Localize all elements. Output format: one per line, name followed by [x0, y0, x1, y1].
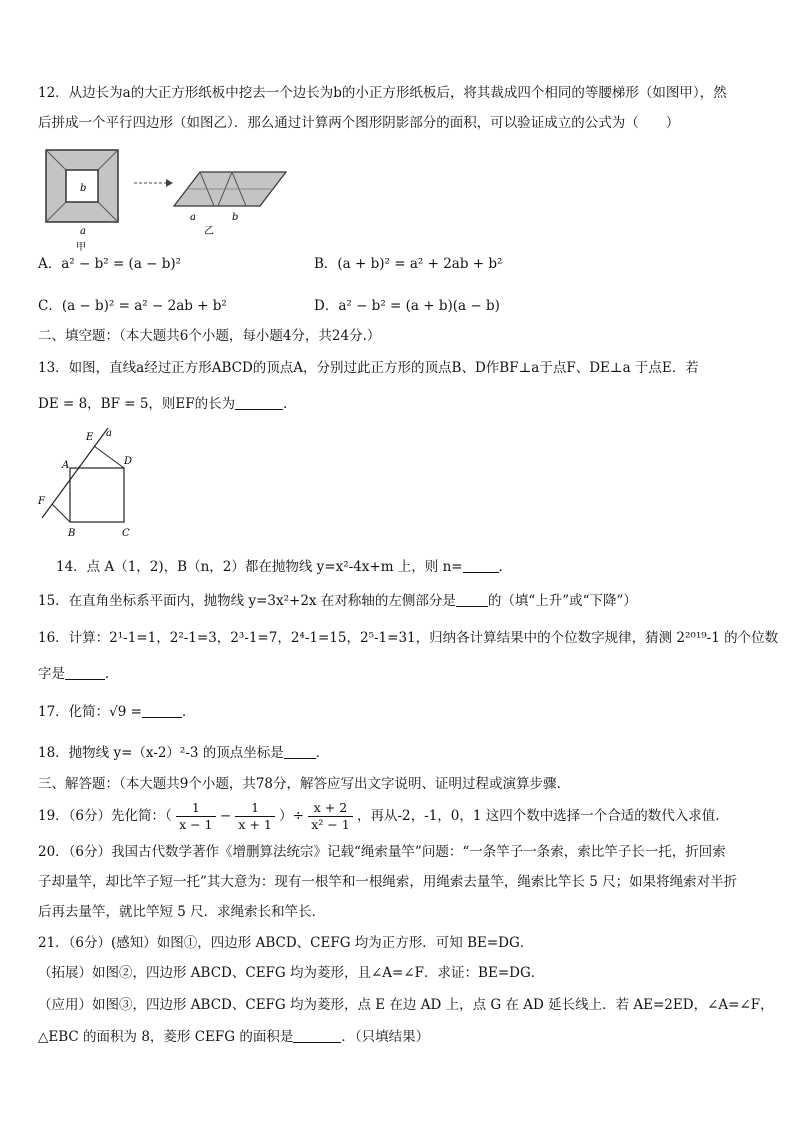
q21-end: ．（只填结果）: [341, 1029, 430, 1045]
q12-option-a: A．a² − b² = (a − b)²: [38, 256, 182, 272]
label-b: B: [68, 528, 76, 539]
q14-end: ．: [498, 559, 513, 575]
q19-mid: ）÷: [279, 808, 304, 824]
q21-line2: （拓展）如图②，四边形 ABCD、CEFG 均为菱形，且∠A=∠F．求证：BE=DG．: [38, 965, 545, 981]
label-a: a: [190, 212, 196, 223]
section-3-heading: 三、解答题：（本大题共9个小题，共78分，解答应写出文字说明、证明过程或演算步骤.: [38, 776, 561, 792]
label-d: D: [124, 456, 133, 467]
label-c: C: [122, 528, 130, 539]
answer-blank: [142, 703, 182, 718]
answer-blank: [235, 395, 283, 410]
label-e: E: [86, 432, 94, 443]
section-2-heading: 二、填空题：（本大题共6个小题，每小题4分，共24分.）: [38, 328, 381, 344]
q15-end: 的（填“上升”或“下降”）: [487, 593, 637, 609]
q12-option-d: D．a² − b² = (a + b)(a − b): [314, 298, 500, 314]
q21-line1: 21．（6分）(感知）如图①，四边形 ABCD、CEFG 均为正方形．可知 BE=DG．: [38, 935, 534, 951]
answer-blank: [456, 592, 488, 607]
fraction-2-numerator: 1: [235, 800, 274, 817]
q17: [38, 702, 764, 722]
q14-text: 14．点 A（1，2)，B（n，2）都在抛物线 y=x²-4x+m 上，则 n=: [56, 559, 463, 575]
q12-figure-jia: [44, 148, 124, 258]
q19-suffix: ，再从-2，-1，0，1 这四个数中选择一个合适的数代入求值.: [357, 808, 720, 824]
q19-prefix: 19．（6分）先化简：（: [38, 808, 172, 824]
q12-option-c: C．(a − b)² = a² − 2ab + b²: [38, 298, 227, 314]
q16-text: 字是: [38, 666, 65, 682]
q15: [38, 591, 764, 611]
q13-end: ．: [283, 396, 297, 412]
fraction-1-denominator: x − 1: [179, 817, 213, 832]
q21-line4: [38, 1027, 764, 1047]
fraction-1: [176, 800, 215, 833]
q14: [56, 557, 764, 577]
fraction-2-denominator: x + 1: [238, 817, 272, 832]
q13-figure: [36, 424, 146, 540]
q12-figure-yi: [170, 168, 290, 240]
caption-yi: 乙: [204, 226, 214, 237]
label-a: a: [106, 428, 112, 439]
q20-line1: 20．（6分）我国古代数学著作《增删算法统宗》记载“绳索量竿”问题：“一条竿子一条索，索比竿子长一托，折回索: [38, 844, 726, 860]
q13-line2: [38, 394, 764, 414]
q18: [38, 743, 764, 763]
arrow-icon: [134, 176, 174, 190]
answer-blank: [284, 744, 316, 759]
q21-text: △EBC 的面积为 8，菱形 CEFG 的面积是: [38, 1029, 294, 1045]
fraction-1-numerator: 1: [176, 800, 215, 817]
fraction-3: [308, 800, 352, 833]
label-a-vertex: A: [62, 460, 70, 471]
caption-jia: 甲: [76, 242, 86, 253]
label-a: a: [80, 226, 86, 237]
q17-text: 17．化简：√9 =: [38, 704, 142, 720]
answer-blank: [65, 665, 105, 680]
q17-end: ．: [181, 704, 196, 720]
q12-line1: 12．从边长为a的大正方形纸板中挖去一个边长为b的小正方形纸板后，将其裁成四个相同的等腰梯形（如图甲），然: [38, 85, 727, 101]
label-b: b: [80, 183, 87, 194]
fraction-2: [235, 800, 274, 833]
fraction-3-numerator: x + 2: [308, 800, 352, 817]
q16-line2: [38, 664, 764, 684]
label-b: b: [232, 212, 239, 223]
q16-end: ．: [105, 666, 119, 682]
q16-line1: 16．计算：2¹-1=1，2²-1=3，2³-1=7，2⁴-1=15，2⁵-1=31，归纳各计算结果中的个位数字规律，猜测 2²⁰¹⁹-1 的个位数: [38, 630, 779, 646]
fraction-3-denominator: x² − 1: [311, 817, 350, 832]
q12-option-b: B．(a + b)² = a² + 2ab + b²: [314, 256, 503, 272]
q13-text: DE = 8，BF = 5，则EF的长为: [38, 396, 236, 412]
q20-line2: 子却量竿，却比竿子短一托”其大意为：现有一根竿和一根绳索，用绳索去量竿，绳索比竿长 5 尺；如果将绳索对半折: [38, 874, 738, 890]
q19: [38, 798, 764, 834]
answer-blank: [463, 558, 499, 573]
q12-line2: 后拼成一个平行四边形（如图乙）．那么通过计算两个图形阴影部分的面积，可以验证成立的公式为（ ）: [38, 115, 680, 131]
q18-end: ．: [315, 745, 330, 761]
answer-blank: [293, 1028, 341, 1043]
q19-minus: −: [219, 808, 232, 824]
q21-line3: （应用）如图③，四边形 ABCD、CEFG 均为菱形，点 E 在边 AD 上，点 G 在 AD 延长线上．若 AE=2ED，∠A=∠F，: [38, 997, 774, 1013]
q20-line3: 后再去量竿，就比竿短 5 尺．求绳索长和竿长．: [38, 904, 326, 920]
label-f: F: [38, 496, 45, 507]
q18-text: 18．抛物线 y=（x-2）²-3 的顶点坐标是: [38, 745, 284, 761]
q13-line1: 13．如图，直线a经过正方形ABCD的顶点A，分别过此正方形的顶点B、D作BF⊥a于点F、DE⊥a 于点E．若: [38, 360, 699, 376]
q15-text: 15．在直角坐标系平面内，抛物线 y=3x²+2x 在对称轴的左侧部分是: [38, 593, 456, 609]
